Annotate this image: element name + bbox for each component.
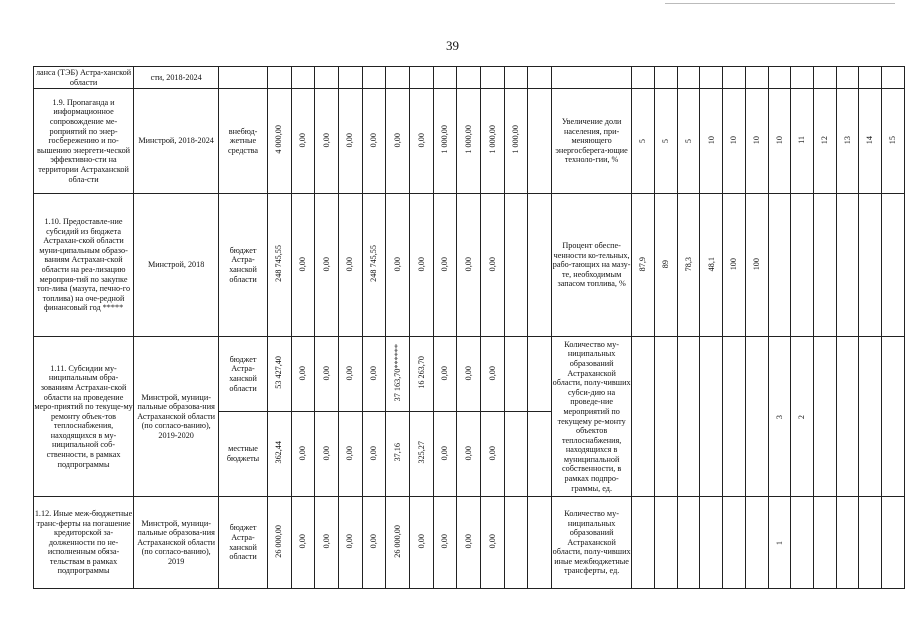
target-cell: 48,1: [706, 256, 716, 271]
amount-cell: 325,27: [416, 441, 426, 464]
indicator: Количество му-ниципальных образований Астраханской области, полу-чивших субси-дию на проведе-ние мероприятий по текущему ре-монту объектов теплоснабжения, находящихся в муниципальной собственности, в рамках подпро-граммы, ед.: [551, 337, 632, 497]
amount-cell: 0,00: [440, 365, 450, 380]
target-cell: 100: [751, 257, 761, 270]
funding-source: местные бюджеты: [219, 412, 268, 497]
amount-cell: 0,00: [298, 132, 308, 147]
amount-cell: 4 000,00: [274, 125, 284, 155]
target-cell: 11: [797, 135, 807, 144]
executor: Минстрой, муници-пальные образова-ния Астраханской области (по согласо-ванию), 2019-2020: [134, 337, 219, 497]
table-row: [34, 89, 905, 194]
amount-cell: 0,00: [487, 256, 497, 271]
target-cell: 15: [888, 135, 898, 144]
target-cell: 1: [774, 540, 784, 545]
measure-name: 1.10. Предоставле-ние субсидий из бюджета Астрахан-ской области муни-ципальным образо-ваниям Астрахан-ской области на реа-лизацию мероприя-тий по закупке топ-лива (мазута, печно-го топлива) на оче-редной финансовый год *****: [34, 194, 134, 337]
amount-cell: 0,00: [369, 534, 379, 549]
amount-cell: 1 000,00: [440, 125, 450, 155]
amount-cell: 0,00: [463, 256, 473, 271]
amount-cell: 1 000,00: [463, 125, 473, 155]
target-cell: 89: [661, 259, 671, 268]
target-cell: 12: [820, 135, 830, 144]
target-cell: 13: [842, 135, 852, 144]
amount-cell: 0,00: [345, 365, 355, 380]
indicator: Процент обеспе-ченности ко-тельных, рабо-тающих на мазу-те, необходимым запасом топлива, %: [551, 194, 632, 337]
amount-cell: 0,00: [487, 365, 497, 380]
executor: Минстрой, 2018-2024: [134, 89, 219, 194]
target-cell: 10: [706, 135, 716, 144]
amount-cell: 37,16: [392, 443, 402, 462]
amount-cell: 0,00: [321, 132, 331, 147]
amount-cell: 0,00: [463, 445, 473, 460]
target-cell: 10: [751, 135, 761, 144]
target-cell: 5: [683, 139, 693, 144]
table-row: [34, 67, 905, 89]
amount-cell: 53 427,40: [274, 356, 284, 390]
executor: Минстрой, муници-пальные образова-ния Астраханской области (по согласо-ванию), 2019: [134, 497, 219, 589]
amount-cell: 0,00: [345, 445, 355, 460]
target-cell: 100: [729, 257, 739, 270]
amount-cell: 0,00: [298, 256, 308, 271]
page-number: 39: [446, 38, 459, 53]
amount-cell: 0,00: [416, 132, 426, 147]
target-cell: 14: [865, 135, 875, 144]
amount-cell: 248 745,55: [274, 245, 284, 283]
funding-source: бюджет Астра-ханской области: [219, 337, 268, 412]
amount-cell: 37 163,70******: [392, 344, 402, 402]
table-row: [34, 194, 905, 337]
indicator: Количество му-ниципальных образований Астраханской области, полу-чивших иные межбюджетные трансферты, ед.: [551, 497, 632, 589]
amount-cell: 0,00: [321, 365, 331, 380]
target-cell: 10: [774, 135, 784, 144]
amount-cell: 0,00: [487, 445, 497, 460]
indicator: Увеличение доли населения, при-меняющего энергосберега-ющие техноло-гии, %: [551, 89, 632, 194]
funding-source: бюджет Астра-ханской области: [219, 194, 268, 337]
amount-cell: 0,00: [345, 256, 355, 271]
measure-name: 1.9. Пропаганда и информационное сопровождение ме-роприятий по энер-госбережению и по-вышению энергети-ческой эффективно-сти на территории Астраханской обла-сти: [34, 89, 134, 194]
amount-cell: 0,00: [321, 256, 331, 271]
amount-cell: 0,00: [369, 365, 379, 380]
amount-cell: 0,00: [369, 445, 379, 460]
funding-source: бюджет Астра-ханской области: [219, 497, 268, 589]
amount-cell: 0,00: [345, 534, 355, 549]
amount-cell: 0,00: [463, 365, 473, 380]
amount-cell: 0,00: [298, 365, 308, 380]
amount-cell: 26 000,00: [274, 524, 284, 558]
amount-cell: 0,00: [392, 256, 402, 271]
measure-name: лансa (ТЭБ) Астра-ханской области: [34, 67, 134, 89]
target-cell: 5: [638, 139, 648, 144]
table-row: [34, 497, 905, 589]
amount-cell: 0,00: [487, 534, 497, 549]
amount-cell: 248 745,55: [369, 245, 379, 283]
amount-cell: 0,00: [298, 534, 308, 549]
amount-cell: 0,00: [345, 132, 355, 147]
target-cell: 78,3: [683, 256, 693, 271]
program-measures-table: [33, 66, 905, 589]
executor: Минстрой, 2018: [134, 194, 219, 337]
target-cell: 10: [729, 135, 739, 144]
table-row: [34, 337, 905, 412]
amount-cell: 1 000,00: [511, 125, 521, 155]
funding-source: внебюд-жетные средства: [219, 89, 268, 194]
amount-cell: 0,00: [298, 445, 308, 460]
measure-name: 1.11. Субсидии му-ниципальным обра-зованиям Астрахан-ской области на проведение меро-приятий по текуще-му ремонту объек-тов теплоснабжения, находящихся в му-ниципальной соб-ственности, в рамках подпрограммы: [34, 337, 134, 497]
amount-cell: 16 263,70: [416, 356, 426, 390]
amount-cell: 0,00: [321, 445, 331, 460]
amount-cell: 0,00: [463, 534, 473, 549]
target-cell: 2: [797, 414, 807, 419]
measure-name: 1.12. Иные меж-бюджетные транс-ферты на погашение кредиторской за-долженности по не-исполненным обяза-тельствам в рамках подпрограммы: [34, 497, 134, 589]
target-cell: 5: [661, 139, 671, 144]
amount-cell: 0,00: [440, 445, 450, 460]
target-cell: 87,9: [638, 256, 648, 271]
amount-cell: 1 000,00: [487, 125, 497, 155]
amount-cell: 0,00: [321, 534, 331, 549]
amount-cell: 362,44: [274, 441, 284, 464]
target-cell: 3: [774, 414, 784, 419]
amount-cell: 26 000,00: [392, 524, 402, 558]
executor: сти, 2018-2024: [134, 67, 219, 89]
page-top-rule: [665, 3, 895, 4]
amount-cell: 0,00: [416, 256, 426, 271]
amount-cell: 0,00: [392, 132, 402, 147]
amount-cell: 0,00: [440, 534, 450, 549]
amount-cell: 0,00: [369, 132, 379, 147]
amount-cell: 0,00: [416, 534, 426, 549]
amount-cell: 0,00: [440, 256, 450, 271]
